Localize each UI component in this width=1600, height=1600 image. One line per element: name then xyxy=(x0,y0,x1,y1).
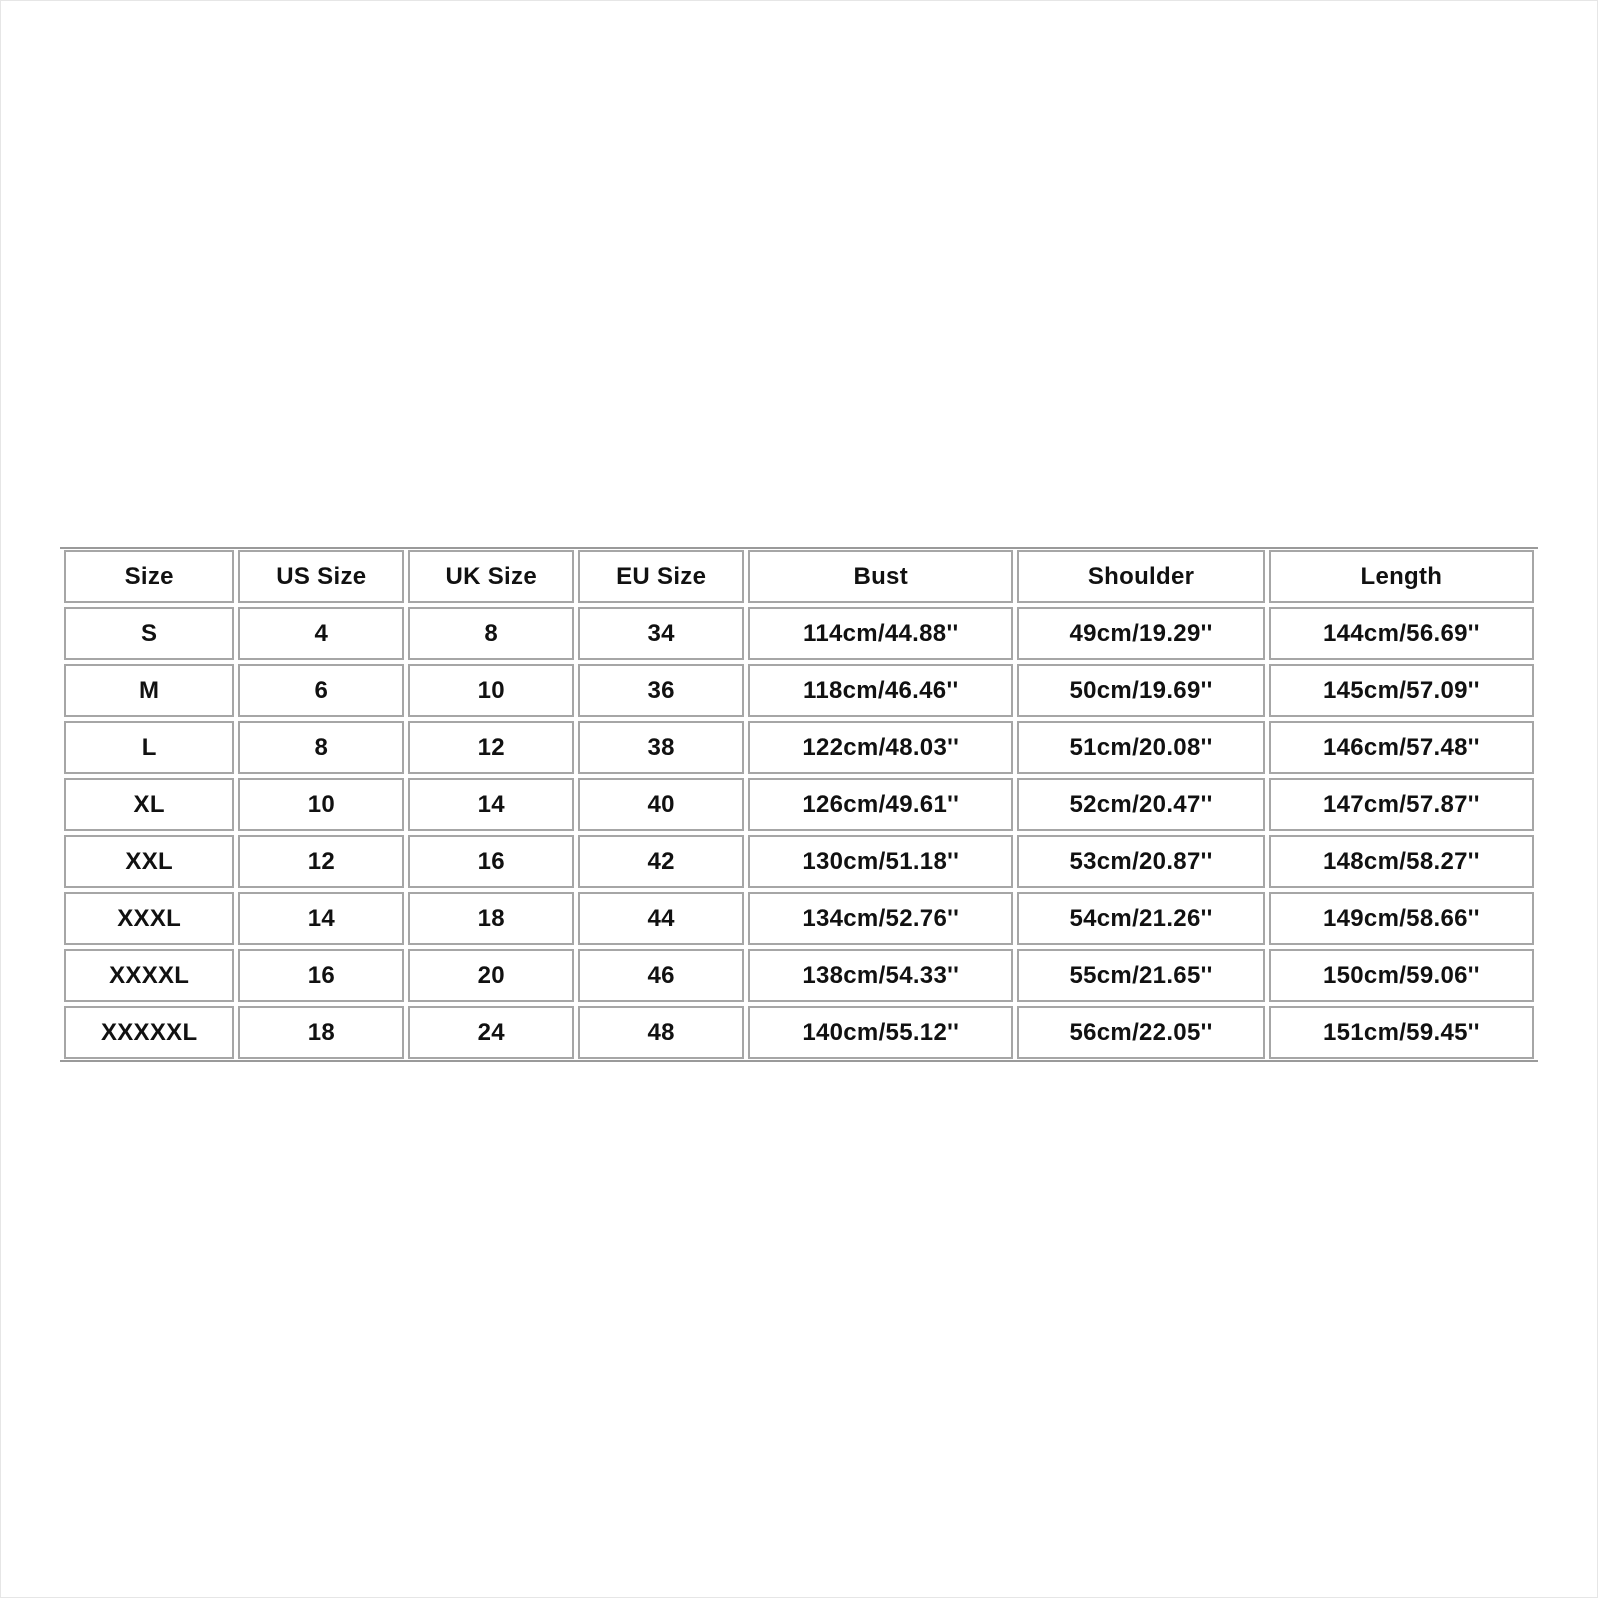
cell-length: 148cm/58.27'' xyxy=(1269,835,1534,888)
cell-uk-size: 16 xyxy=(408,835,574,888)
cell-size: XXXXL xyxy=(64,949,234,1002)
size-chart-body xyxy=(64,607,1534,1059)
cell-length: 149cm/58.66'' xyxy=(1269,892,1534,945)
cell-uk-size: 20 xyxy=(408,949,574,1002)
cell-uk-size: 8 xyxy=(408,607,574,660)
cell-uk-size: 14 xyxy=(408,778,574,831)
cell-eu-size: 48 xyxy=(578,1006,744,1059)
cell-shoulder: 49cm/19.29'' xyxy=(1017,607,1264,660)
column-header-uk-size: UK Size xyxy=(408,550,574,603)
cell-eu-size: 38 xyxy=(578,721,744,774)
cell-length: 147cm/57.87'' xyxy=(1269,778,1534,831)
cell-eu-size: 44 xyxy=(578,892,744,945)
cell-shoulder: 55cm/21.65'' xyxy=(1017,949,1264,1002)
size-chart-table xyxy=(60,546,1538,1063)
column-header-length: Length xyxy=(1269,550,1534,603)
cell-length: 151cm/59.45'' xyxy=(1269,1006,1534,1059)
cell-us-size: 14 xyxy=(238,892,404,945)
table-row xyxy=(64,1006,1534,1059)
cell-length: 144cm/56.69'' xyxy=(1269,607,1534,660)
cell-us-size: 8 xyxy=(238,721,404,774)
column-header-shoulder: Shoulder xyxy=(1017,550,1264,603)
table-row xyxy=(64,949,1534,1002)
table-row xyxy=(64,835,1534,888)
size-chart xyxy=(60,547,1538,1062)
table-row xyxy=(64,664,1534,717)
header-row xyxy=(64,550,1534,603)
table-row xyxy=(64,721,1534,774)
cell-length: 150cm/59.06'' xyxy=(1269,949,1534,1002)
cell-length: 146cm/57.48'' xyxy=(1269,721,1534,774)
column-header-us-size: US Size xyxy=(238,550,404,603)
cell-size: XXXXXL xyxy=(64,1006,234,1059)
cell-shoulder: 53cm/20.87'' xyxy=(1017,835,1264,888)
cell-shoulder: 56cm/22.05'' xyxy=(1017,1006,1264,1059)
cell-shoulder: 52cm/20.47'' xyxy=(1017,778,1264,831)
cell-us-size: 18 xyxy=(238,1006,404,1059)
cell-length: 145cm/57.09'' xyxy=(1269,664,1534,717)
cell-eu-size: 34 xyxy=(578,607,744,660)
cell-us-size: 4 xyxy=(238,607,404,660)
cell-uk-size: 10 xyxy=(408,664,574,717)
cell-eu-size: 42 xyxy=(578,835,744,888)
cell-uk-size: 12 xyxy=(408,721,574,774)
cell-bust: 138cm/54.33'' xyxy=(748,949,1013,1002)
cell-bust: 126cm/49.61'' xyxy=(748,778,1013,831)
table-row xyxy=(64,778,1534,831)
cell-bust: 122cm/48.03'' xyxy=(748,721,1013,774)
column-header-bust: Bust xyxy=(748,550,1013,603)
table-row xyxy=(64,892,1534,945)
cell-bust: 134cm/52.76'' xyxy=(748,892,1013,945)
column-header-eu-size: EU Size xyxy=(578,550,744,603)
cell-size: XXL xyxy=(64,835,234,888)
table-row xyxy=(64,607,1534,660)
cell-bust: 114cm/44.88'' xyxy=(748,607,1013,660)
cell-eu-size: 46 xyxy=(578,949,744,1002)
cell-shoulder: 50cm/19.69'' xyxy=(1017,664,1264,717)
cell-shoulder: 51cm/20.08'' xyxy=(1017,721,1264,774)
cell-uk-size: 18 xyxy=(408,892,574,945)
cell-size: XL xyxy=(64,778,234,831)
cell-size: M xyxy=(64,664,234,717)
cell-us-size: 16 xyxy=(238,949,404,1002)
column-header-size: Size xyxy=(64,550,234,603)
cell-us-size: 12 xyxy=(238,835,404,888)
cell-eu-size: 36 xyxy=(578,664,744,717)
cell-shoulder: 54cm/21.26'' xyxy=(1017,892,1264,945)
cell-us-size: 10 xyxy=(238,778,404,831)
cell-size: L xyxy=(64,721,234,774)
cell-eu-size: 40 xyxy=(578,778,744,831)
cell-bust: 140cm/55.12'' xyxy=(748,1006,1013,1059)
cell-us-size: 6 xyxy=(238,664,404,717)
cell-uk-size: 24 xyxy=(408,1006,574,1059)
cell-size: XXXL xyxy=(64,892,234,945)
cell-size: S xyxy=(64,607,234,660)
cell-bust: 118cm/46.46'' xyxy=(748,664,1013,717)
cell-bust: 130cm/51.18'' xyxy=(748,835,1013,888)
